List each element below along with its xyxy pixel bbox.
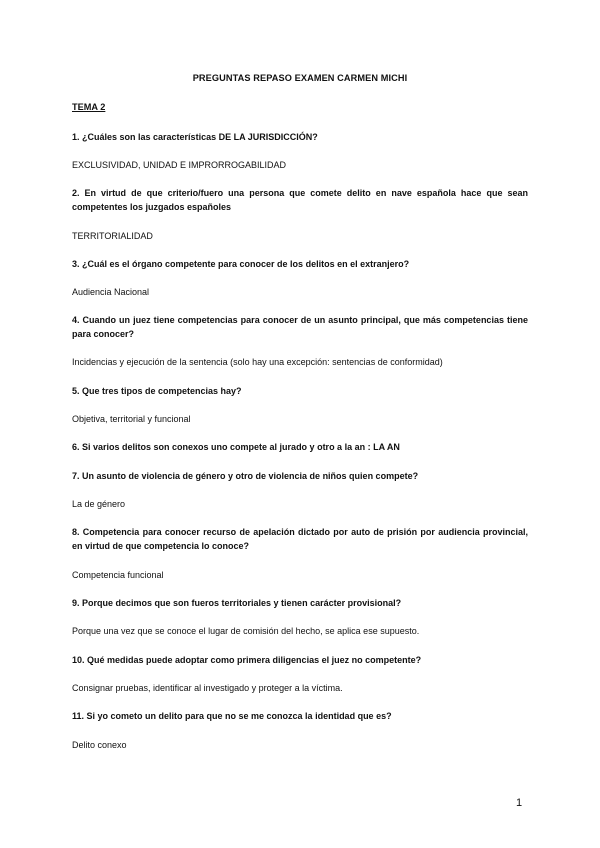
question-10: 10. Qué medidas puede adoptar como primera diligencias el juez no competente? (72, 655, 422, 665)
answer-7: La de género (72, 499, 126, 509)
document-title: PREGUNTAS REPASO EXAMEN CARMEN MICHI (192, 73, 408, 83)
answer-10: Consignar pruebas, identificar al investigado y proteger a la víctima. (72, 683, 343, 693)
question-4: 4. Cuando un juez tiene competencias para conocer de un asunto principal, que más competencias tiene para conocer? (72, 315, 528, 339)
answer-4: Incidencias y ejecución de la sentencia (solo hay una excepción: sentencias de conformidad) (72, 357, 443, 367)
question-7: 7. Un asunto de violencia de género y otro de violencia de niños quien compete? (72, 471, 419, 481)
question-2: 2. En virtud de que criterio/fuero una persona que comete delito en nave española hace que sean competentes los juzgados españoles (72, 188, 528, 212)
question-3: 3. ¿Cuál es el órgano competente para conocer de los delitos en el extranjero? (72, 259, 410, 269)
question-1: 1. ¿Cuáles son las características DE LA JURISDICCIÓN? (72, 132, 318, 142)
answer-5: Objetiva, territorial y funcional (72, 414, 191, 424)
answer-1: EXCLUSIVIDAD, UNIDAD E IMPRORROGABILIDAD (72, 160, 287, 170)
question-5: 5. Que tres tipos de competencias hay? (72, 386, 242, 396)
answer-8: Competencia funcional (72, 570, 164, 580)
question-11: 11. Si yo cometo un delito para que no se me conozca la identidad que es? (72, 711, 392, 721)
answer-9: Porque una vez que se conoce el lugar de comisión del hecho, se aplica ese supuesto. (72, 626, 420, 636)
question-6: 6. Si varios delitos son conexos uno compete al jurado y otro a la an : LA AN (72, 442, 400, 452)
question-9: 9. Porque decimos que son fueros territoriales y tienen carácter provisional? (72, 598, 402, 608)
answer-3: Audiencia Nacional (72, 287, 150, 297)
answer-11: Delito conexo (72, 740, 127, 750)
page-number: 1 (516, 797, 523, 809)
question-8: 8. Competencia para conocer recurso de apelación dictado por auto de prisión por audiencia provincial, en virtud de que competencia lo conoce? (72, 527, 528, 551)
answer-2: TERRITORIALIDAD (72, 231, 153, 241)
section-heading: TEMA 2 (72, 102, 106, 112)
